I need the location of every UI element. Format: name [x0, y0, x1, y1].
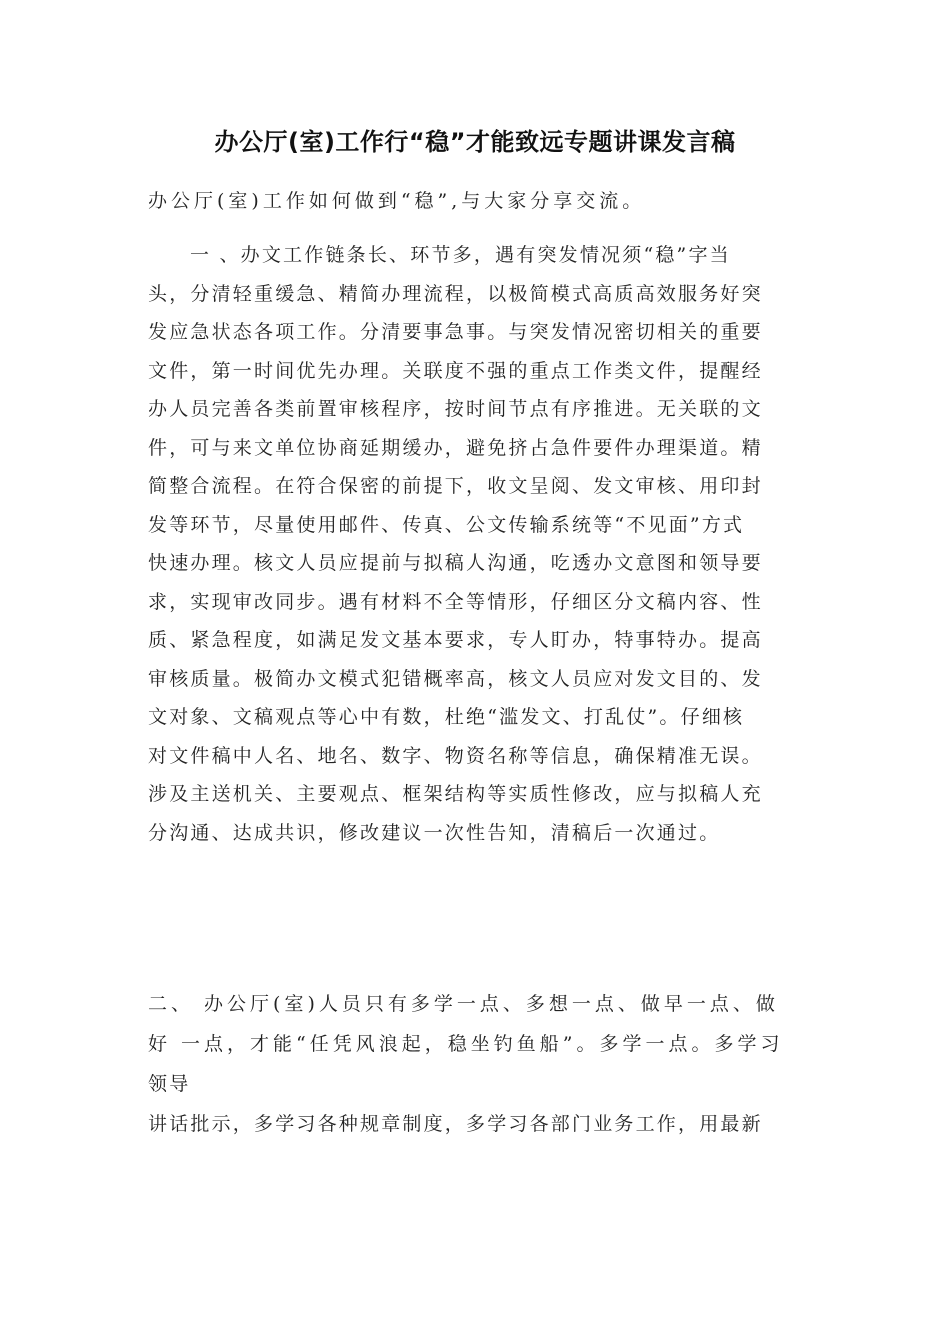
section-2-line: 讲话批示，多学习各种规章制度，多学习各部门业务工作，用最新: [148, 1113, 763, 1135]
section-1-line: 审核质量。极简办文模式犯错概率高，核文人员应对发文目的、发: [148, 667, 763, 690]
intro-paragraph: 办公厅(室)工作如何做到“稳”,与大家分享交流。: [148, 190, 646, 212]
section-1-line: 求，实现审改同步。遇有材料不全等情形，仔细区分文稿内容、性: [148, 590, 763, 613]
section-1-line: 文件，第一时间优先办理。关联度不强的重点工作类文件，提醒经: [148, 359, 763, 382]
section-2-line: 领导: [148, 1073, 191, 1095]
section-1-line: 一 、办文工作链条长、环节多，遇有突发情况须“稳”字当: [190, 244, 731, 266]
section-1-line: 头，分清轻重缓急、精简办理流程，以极简模式高质高效服务好突: [148, 282, 763, 305]
section-2-paragraph: [148, 984, 798, 1144]
section-2-line: 好 一点，才能“任凭风浪起，稳坐钓鱼船”。多学一点。多学习: [148, 1033, 784, 1055]
section-1-line: 对文件稿中人名、地名、数字、物资名称等信息，确保精准无误。: [148, 744, 763, 767]
section-1-line: 办人员完善各类前置审核程序，按时间节点有序推进。无关联的文: [148, 398, 763, 420]
section-1-line: 简整合流程。在符合保密的前提下，收文呈阅、发文审核、用印封: [148, 475, 763, 497]
section-1-line: 质、紧急程度，如满足发文基本要求，专人盯办，特事特办。提高: [148, 629, 763, 651]
section-1-line: 发等环节，尽量使用邮件、传真、公文传输系统等“不见面”方式: [148, 513, 745, 536]
section-1-line: 涉及主送机关、主要观点、框架结构等实质性修改，应与拟稿人充: [148, 783, 763, 805]
section-1-line: 件，可与来文单位协商延期缓办，避免挤占急件要件办理渠道。精: [148, 436, 763, 459]
document-title: 办公厅(室)工作行“稳”才能致远专题讲课发言稿: [214, 128, 736, 156]
section-1-paragraph: [148, 236, 798, 852]
section-1-line: 发应急状态各项工作。分清要事急事。与突发情况密切相关的重要: [148, 321, 763, 343]
section-2-line: 二、 办公厅(室)人员只有多学一点、多想一点、做早一点、做: [148, 993, 779, 1015]
section-1-line: 快速办理。核文人员应提前与拟稿人沟通，吃透办文意图和领导要: [148, 552, 763, 574]
section-1-line: 分沟通、达成共识，修改建议一次性告知，清稿后一次通过。: [148, 821, 721, 844]
section-1-line: 文对象、文稿观点等心中有数，杜绝“滥发文、打乱仗”。仔细核: [148, 706, 745, 728]
